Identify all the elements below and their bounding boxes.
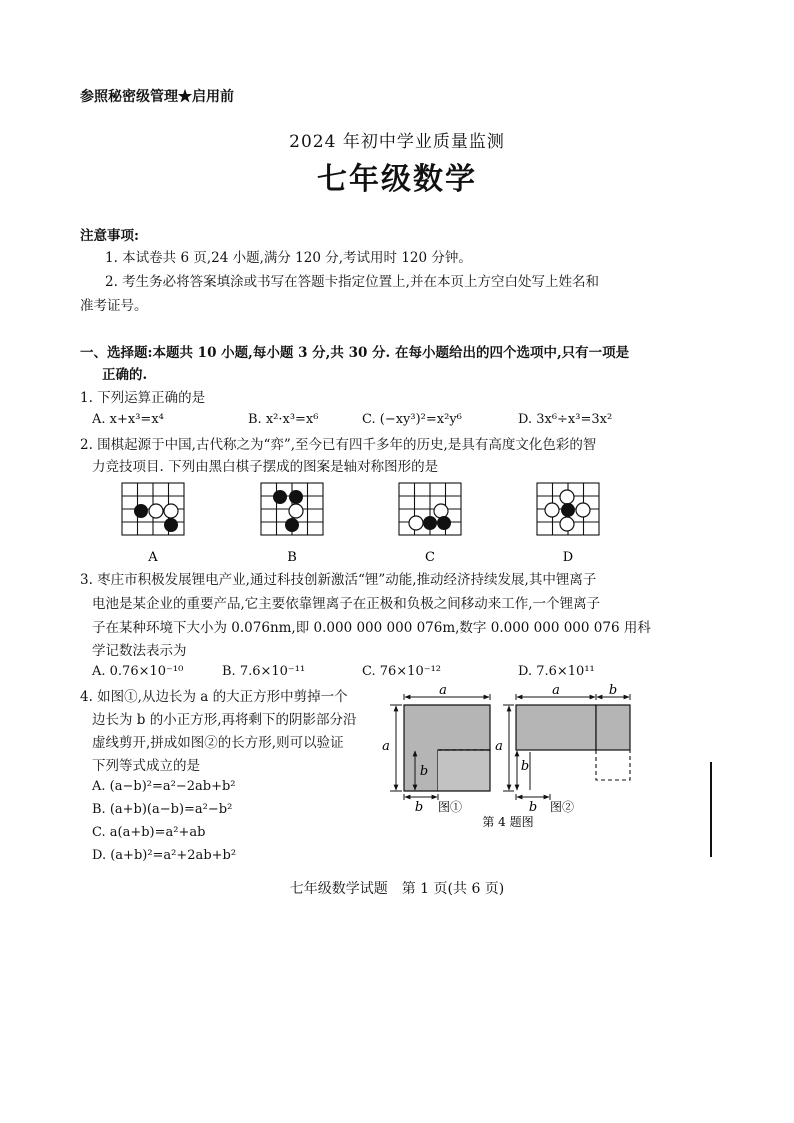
q4-stem-line-1: 4. 如图①,从边长为 a 的大正方形中剪掉一个: [80, 689, 348, 705]
confidential-label: 参照秘密级管理★启用前: [80, 89, 234, 105]
q1-stem: 1. 下列运算正确的是: [80, 390, 206, 406]
page-footer: 七年级数学试题 第 1 页(共 6 页): [289, 881, 505, 897]
figure-2-left-a: a: [495, 739, 503, 754]
figure-2-inner-b: b: [520, 759, 530, 774]
q3-stem-line-3: 子在某种环境下大小为 0.076nm,即 0.000 000 000 076m,数字 0.000 000 000 076 用科: [92, 620, 651, 636]
go-stone-white: [576, 503, 590, 517]
figure-2-top-a: a: [552, 683, 560, 698]
margin-mark: [710, 762, 712, 857]
figure-2-rectangle-shape: [516, 705, 630, 780]
q1-option-b: B. x²·x³=x⁶: [248, 412, 319, 427]
go-stone-black: [273, 490, 287, 504]
exam-subtitle: 2024 年初中学业质量监测: [289, 132, 505, 152]
go-stone-black: [423, 516, 437, 530]
go-stone-white: [434, 504, 448, 518]
go-stone-black: [134, 504, 148, 518]
notice-heading: 注意事项:: [80, 228, 139, 244]
notice-item-2-line-2: 准考证号。: [80, 298, 148, 314]
q2-stem-line-1: 2. 围棋起源于中国,古代称之为“弈”,至今已有四千多年的历史,是具有高度文化色彩的智: [80, 437, 597, 453]
q3-option-b: B. 7.6×10⁻¹¹: [222, 664, 306, 679]
go-stone-white: [409, 516, 423, 530]
q2-label-b: B: [287, 550, 297, 565]
q4-option-a: A. (a−b)²=a²−2ab+b²: [92, 779, 236, 794]
q2-label-d: D: [562, 550, 574, 565]
q4-stem-line-3: 虚线剪开,拼成如图②的长方形,则可以验证: [92, 735, 344, 751]
go-stone-white: [560, 517, 574, 531]
go-stone-white: [545, 503, 559, 517]
figure-2-bottom-b: b: [528, 800, 538, 815]
figure-1-left-a: a: [382, 739, 390, 754]
section1-heading-line-2: 正确的.: [102, 367, 148, 383]
q4-figure: [380, 680, 640, 830]
q2-label-a: A: [148, 550, 158, 565]
q3-option-c: C. 76×10⁻¹²: [362, 664, 442, 679]
go-stone-black: [289, 490, 303, 504]
notice-item-1: 1. 本试卷共 6 页,24 小题,满分 120 分,考试用时 120 分钟。: [105, 250, 472, 266]
q4-option-c: C. a(a+b)=a²+ab: [92, 825, 206, 840]
q3-option-d: D. 7.6×10¹¹: [518, 664, 595, 679]
exam-title: 七年级数学: [317, 162, 477, 197]
figure-1-bottom-b: b: [414, 800, 424, 815]
go-stone-black: [285, 518, 299, 532]
q4-option-b: B. (a+b)(a−b)=a²−b²: [92, 802, 233, 817]
go-stone-black: [437, 516, 451, 530]
go-stone-black: [164, 518, 178, 532]
q1-option-d: D. 3x⁶÷x³=3x²: [518, 412, 613, 427]
go-stone-white: [289, 504, 303, 518]
go-stone-white: [149, 504, 163, 518]
q2-stem-line-2: 力竞技项目. 下列由黑白棋子摆成的图案是轴对称图形的是: [92, 459, 439, 475]
q3-stem-line-2: 电池是某企业的重要产品,它主要依靠锂离子在正极和负极之间移动来工作,一个锂离子: [92, 596, 601, 612]
q4-stem-line-4: 下列等式成立的是: [92, 758, 200, 774]
go-stone-white: [560, 490, 574, 504]
q2-label-c: C: [425, 550, 435, 565]
figure-1-top-a: a: [439, 683, 447, 698]
section1-heading-line-1: 一、选择题:本题共 10 小题,每小题 3 分,共 30 分. 在每小题给出的四个选项中,只有一项是: [80, 345, 630, 361]
go-stone-black: [561, 503, 575, 517]
go-stone-white: [164, 504, 178, 518]
go-board-figures: [0, 478, 794, 574]
notice-item-2-line-1: 2. 考生务必将答案填涂或书写在答题卡指定位置上,并在本页上方空白处写上姓名和: [105, 274, 599, 290]
q4-option-d: D. (a+b)²=a²+2ab+b²: [92, 848, 237, 863]
q4-stem-line-2: 边长为 b 的小正方形,再将剩下的阴影部分沿: [92, 712, 357, 728]
q3-option-a: A. 0.76×10⁻¹⁰: [92, 664, 184, 679]
figure-caption: 第 4 题图: [482, 815, 534, 829]
figure-1-square-shape: [404, 705, 490, 791]
q3-stem-line-4: 学记数法表示为: [92, 643, 187, 659]
figure-1-inner-b: b: [419, 764, 429, 779]
q1-option-a: A. x+x³=x⁴: [92, 412, 164, 427]
q1-option-c: C. (−xy³)²=x²y⁶: [362, 412, 462, 427]
q3-stem-line-1: 3. 枣庄市积极发展锂电产业,通过科技创新激活“锂”动能,推动经济持续发展,其中锂离子: [80, 572, 597, 588]
figure-2-label: 图②: [549, 800, 575, 814]
figure-1-label: 图①: [437, 800, 463, 814]
figure-2-top-b: b: [608, 683, 618, 698]
